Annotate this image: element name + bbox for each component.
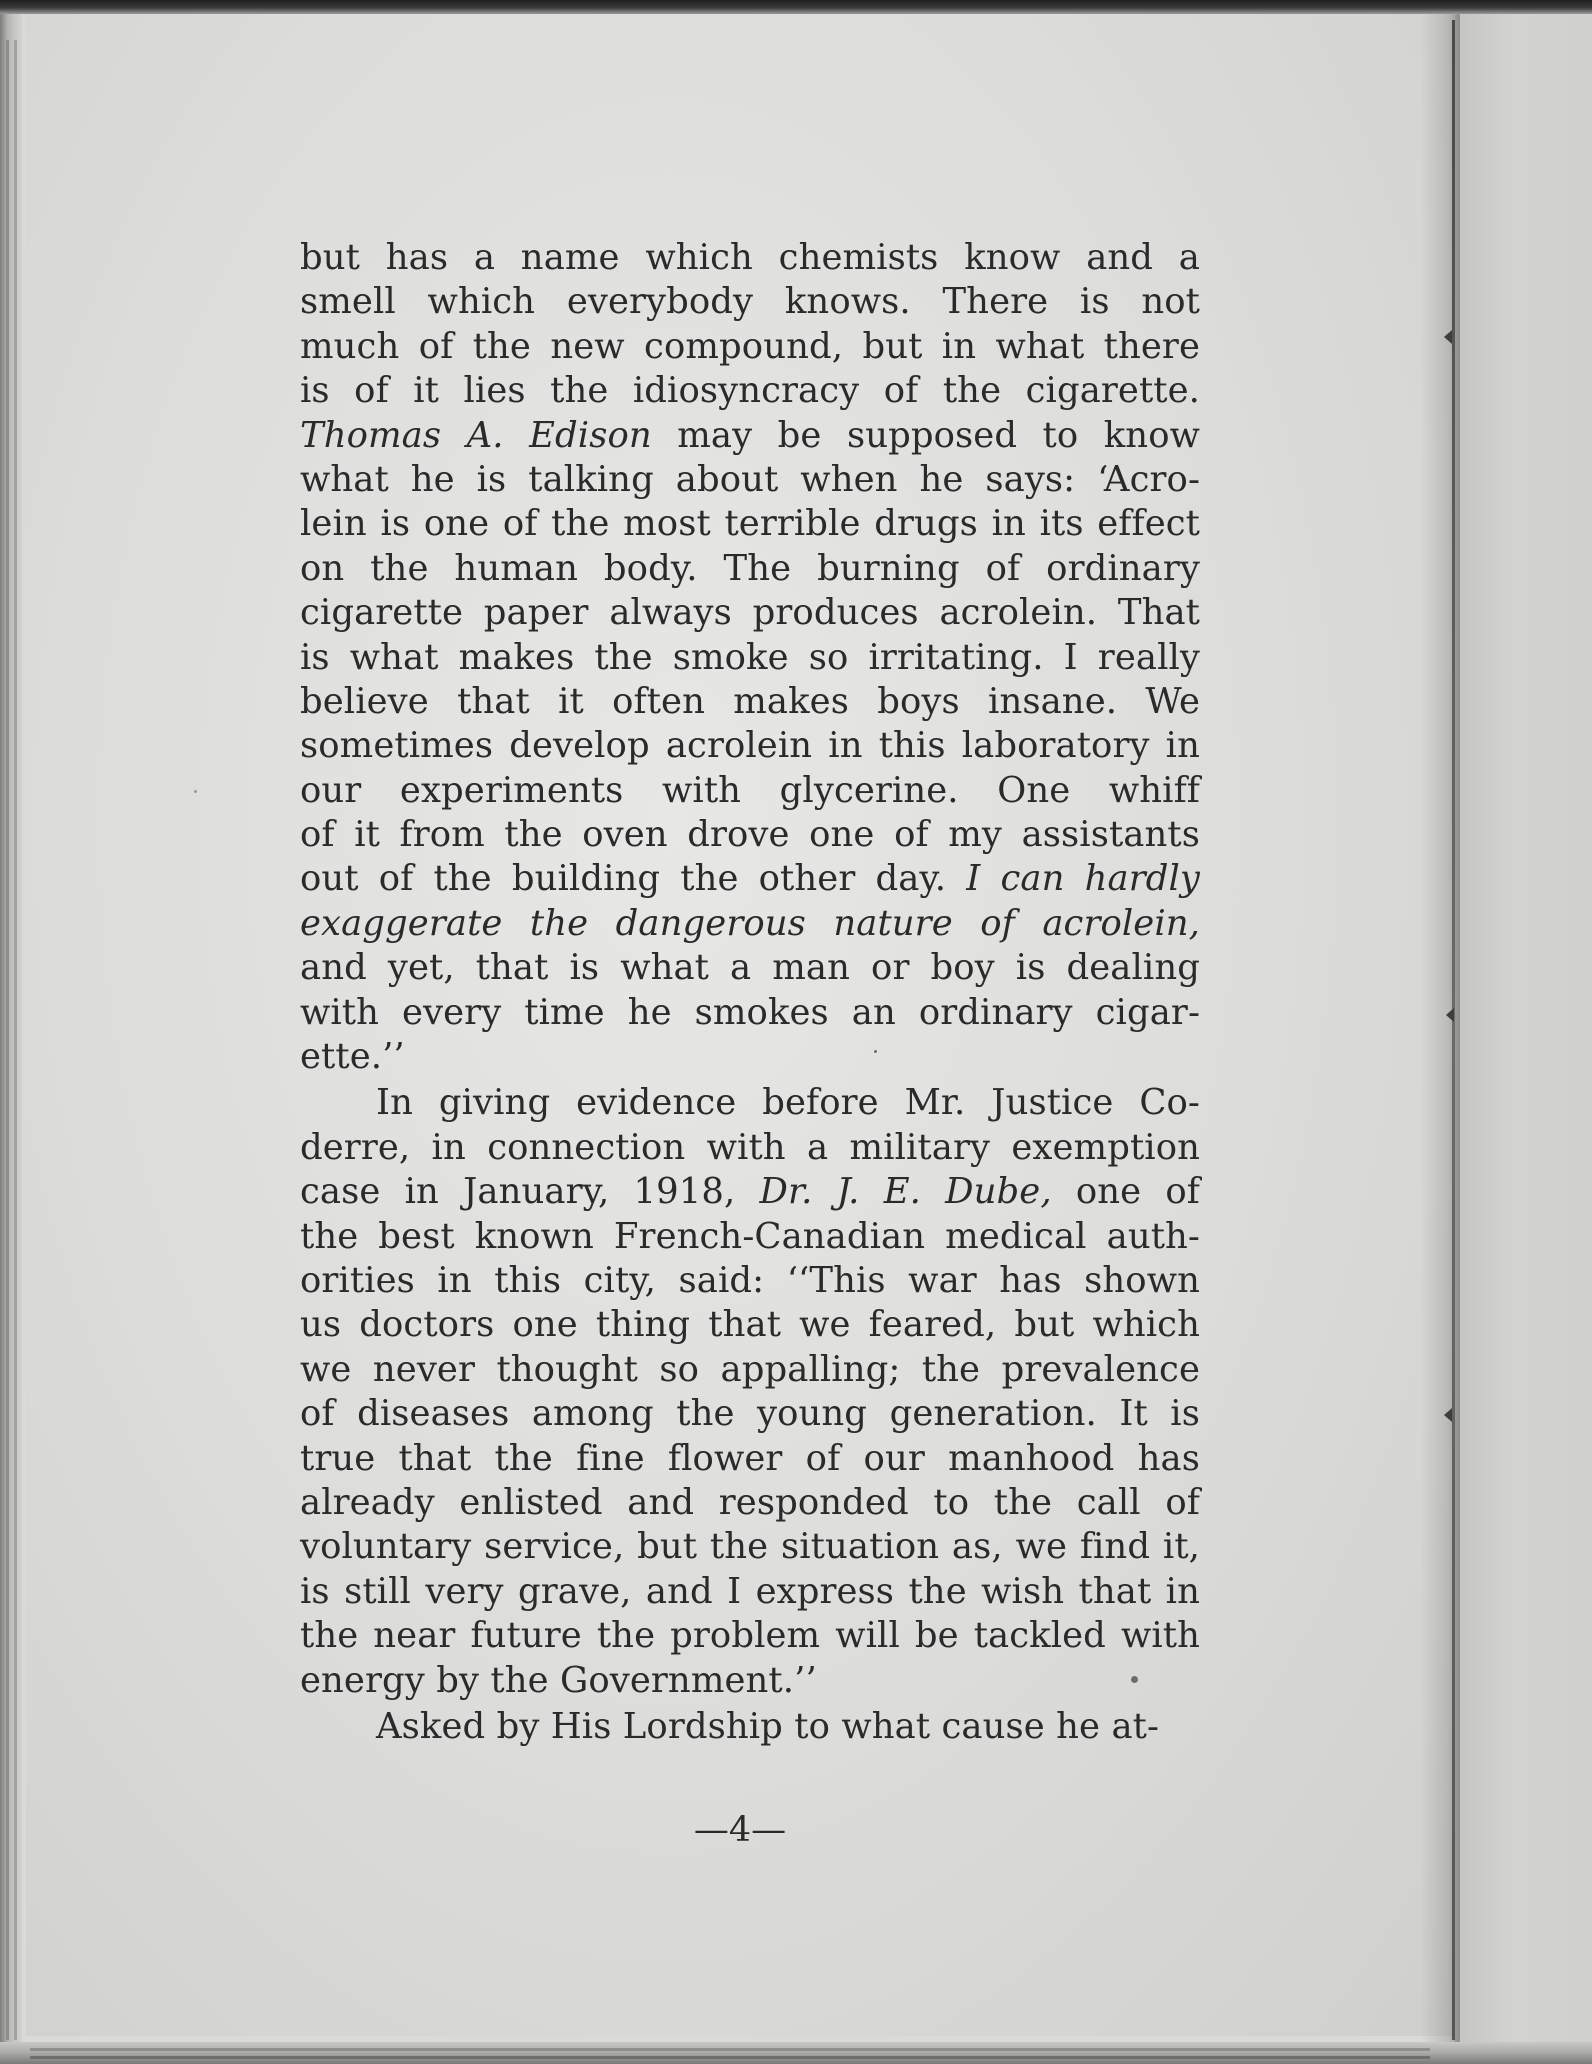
text-line bbox=[300, 369, 1200, 413]
text-line bbox=[300, 991, 1200, 1035]
text-run: is of it lies the idiosyncracy of the cigarette. bbox=[300, 370, 1200, 412]
text-run: and yet, that is what a man or boy is dealing bbox=[300, 947, 1200, 989]
text-line bbox=[300, 1081, 1200, 1125]
text-run: orities in this city, said: ‘‘This war has shown bbox=[300, 1259, 1200, 1301]
text-run: much of the new compound, but in what there bbox=[300, 325, 1200, 367]
text-line bbox=[300, 1481, 1200, 1525]
text-line bbox=[300, 1303, 1200, 1347]
text-line bbox=[300, 1126, 1200, 1170]
text-line bbox=[300, 902, 1200, 946]
text-run: one of bbox=[1051, 1171, 1200, 1213]
text-line bbox=[300, 502, 1200, 546]
text-line bbox=[300, 1392, 1200, 1436]
text-run: Asked by His Lordship to what cause he at- bbox=[376, 1705, 1160, 1747]
text-line bbox=[300, 414, 1200, 458]
text-line bbox=[300, 547, 1200, 591]
text-run: smell which everybody knows. There is not bbox=[300, 281, 1200, 323]
text-line bbox=[300, 236, 1200, 280]
text-line bbox=[300, 724, 1200, 768]
text-run: already enlisted and responded to the call of bbox=[300, 1481, 1200, 1523]
text-run: cigarette paper always produces acrolein. That bbox=[300, 592, 1200, 634]
italic-text: I can hardly bbox=[966, 858, 1200, 900]
text-line bbox=[300, 1525, 1200, 1569]
text-run: us doctors one thing that we feared, but which bbox=[300, 1304, 1200, 1346]
text-run: voluntary service, but the situation as, we find it, bbox=[300, 1526, 1200, 1568]
text-line bbox=[300, 1570, 1200, 1614]
text-line bbox=[300, 1259, 1200, 1303]
text-run: is still very grave, and I express the wish that in bbox=[300, 1570, 1200, 1612]
text-line bbox=[300, 1215, 1200, 1259]
text-line bbox=[300, 857, 1200, 901]
text-run: what he is talking about when he says: ‘Acro- bbox=[300, 458, 1200, 500]
text-line bbox=[300, 1659, 1200, 1703]
text-run: ette.’’ bbox=[300, 1036, 405, 1078]
text-line bbox=[300, 636, 1200, 680]
bottom-page-edges bbox=[0, 2042, 1592, 2064]
text-run: we never thought so appalling; the prevalence bbox=[300, 1348, 1200, 1390]
text-run: may be supposed to know bbox=[651, 414, 1200, 456]
text-run: energy by the Government.’’ bbox=[300, 1659, 817, 1701]
left-page-edges bbox=[0, 0, 22, 2064]
text-run: out of the building the other day. bbox=[300, 858, 967, 900]
text-run: the best known French-Canadian medical auth- bbox=[300, 1215, 1200, 1257]
text-line bbox=[300, 1035, 1200, 1079]
binding-fold bbox=[1452, 20, 1455, 2040]
text-run: sometimes develop acrolein in this laboratory in bbox=[300, 725, 1200, 767]
italic-text: Dr. J. E. Dube, bbox=[759, 1171, 1052, 1213]
text-line bbox=[300, 769, 1200, 813]
text-line bbox=[300, 325, 1200, 369]
text-line bbox=[300, 1614, 1200, 1658]
next-page-edge bbox=[1455, 14, 1592, 2044]
fold-nick bbox=[1444, 330, 1452, 344]
text-run: believe that it often makes boys insane. We bbox=[300, 680, 1200, 722]
paragraph bbox=[300, 1705, 1200, 1749]
text-run: true that the fine flower of our manhood has bbox=[300, 1437, 1200, 1479]
page-number: —4— bbox=[693, 1810, 787, 1850]
paragraph bbox=[300, 236, 1200, 1079]
italic-text: exaggerate the dangerous nature of acrolein, bbox=[300, 902, 1200, 944]
text-line bbox=[300, 680, 1200, 724]
paragraph bbox=[300, 1081, 1200, 1702]
text-run: of diseases among the young generation. It is bbox=[300, 1393, 1200, 1435]
text-run: is what makes the smoke so irritating. I really bbox=[300, 636, 1200, 678]
text-run: of it from the oven drove one of my assistants bbox=[300, 814, 1200, 856]
text-run: our experiments with glycerine. One whiff bbox=[300, 769, 1200, 811]
text-run: In giving evidence before Mr. Justice Co- bbox=[376, 1082, 1200, 1124]
text-run: with every time he smokes an ordinary cigar- bbox=[300, 991, 1200, 1033]
text-run: derre, in connection with a military exemption bbox=[300, 1126, 1200, 1168]
text-line bbox=[300, 1437, 1200, 1481]
scanner-top-edge bbox=[0, 0, 1592, 14]
ink-speck bbox=[194, 790, 197, 793]
body-text bbox=[300, 236, 1200, 1749]
text-run: case in January, 1918, bbox=[300, 1171, 760, 1213]
text-line bbox=[300, 1705, 1200, 1749]
text-run: the near future the problem will be tackled with bbox=[300, 1615, 1200, 1657]
italic-text: Thomas A. Edison bbox=[300, 414, 652, 456]
text-line bbox=[300, 813, 1200, 857]
fold-nick bbox=[1446, 1008, 1454, 1022]
text-line bbox=[300, 1348, 1200, 1392]
text-line bbox=[300, 280, 1200, 324]
text-run: lein is one of the most terrible drugs in its effect bbox=[300, 503, 1200, 545]
text-line bbox=[300, 946, 1200, 990]
text-run: but has a name which chemists know and a bbox=[300, 237, 1200, 278]
text-run: on the human body. The burning of ordinary bbox=[300, 547, 1200, 589]
text-line bbox=[300, 591, 1200, 635]
fold-nick bbox=[1444, 1408, 1452, 1422]
text-line bbox=[300, 458, 1200, 502]
text-line bbox=[300, 1170, 1200, 1214]
